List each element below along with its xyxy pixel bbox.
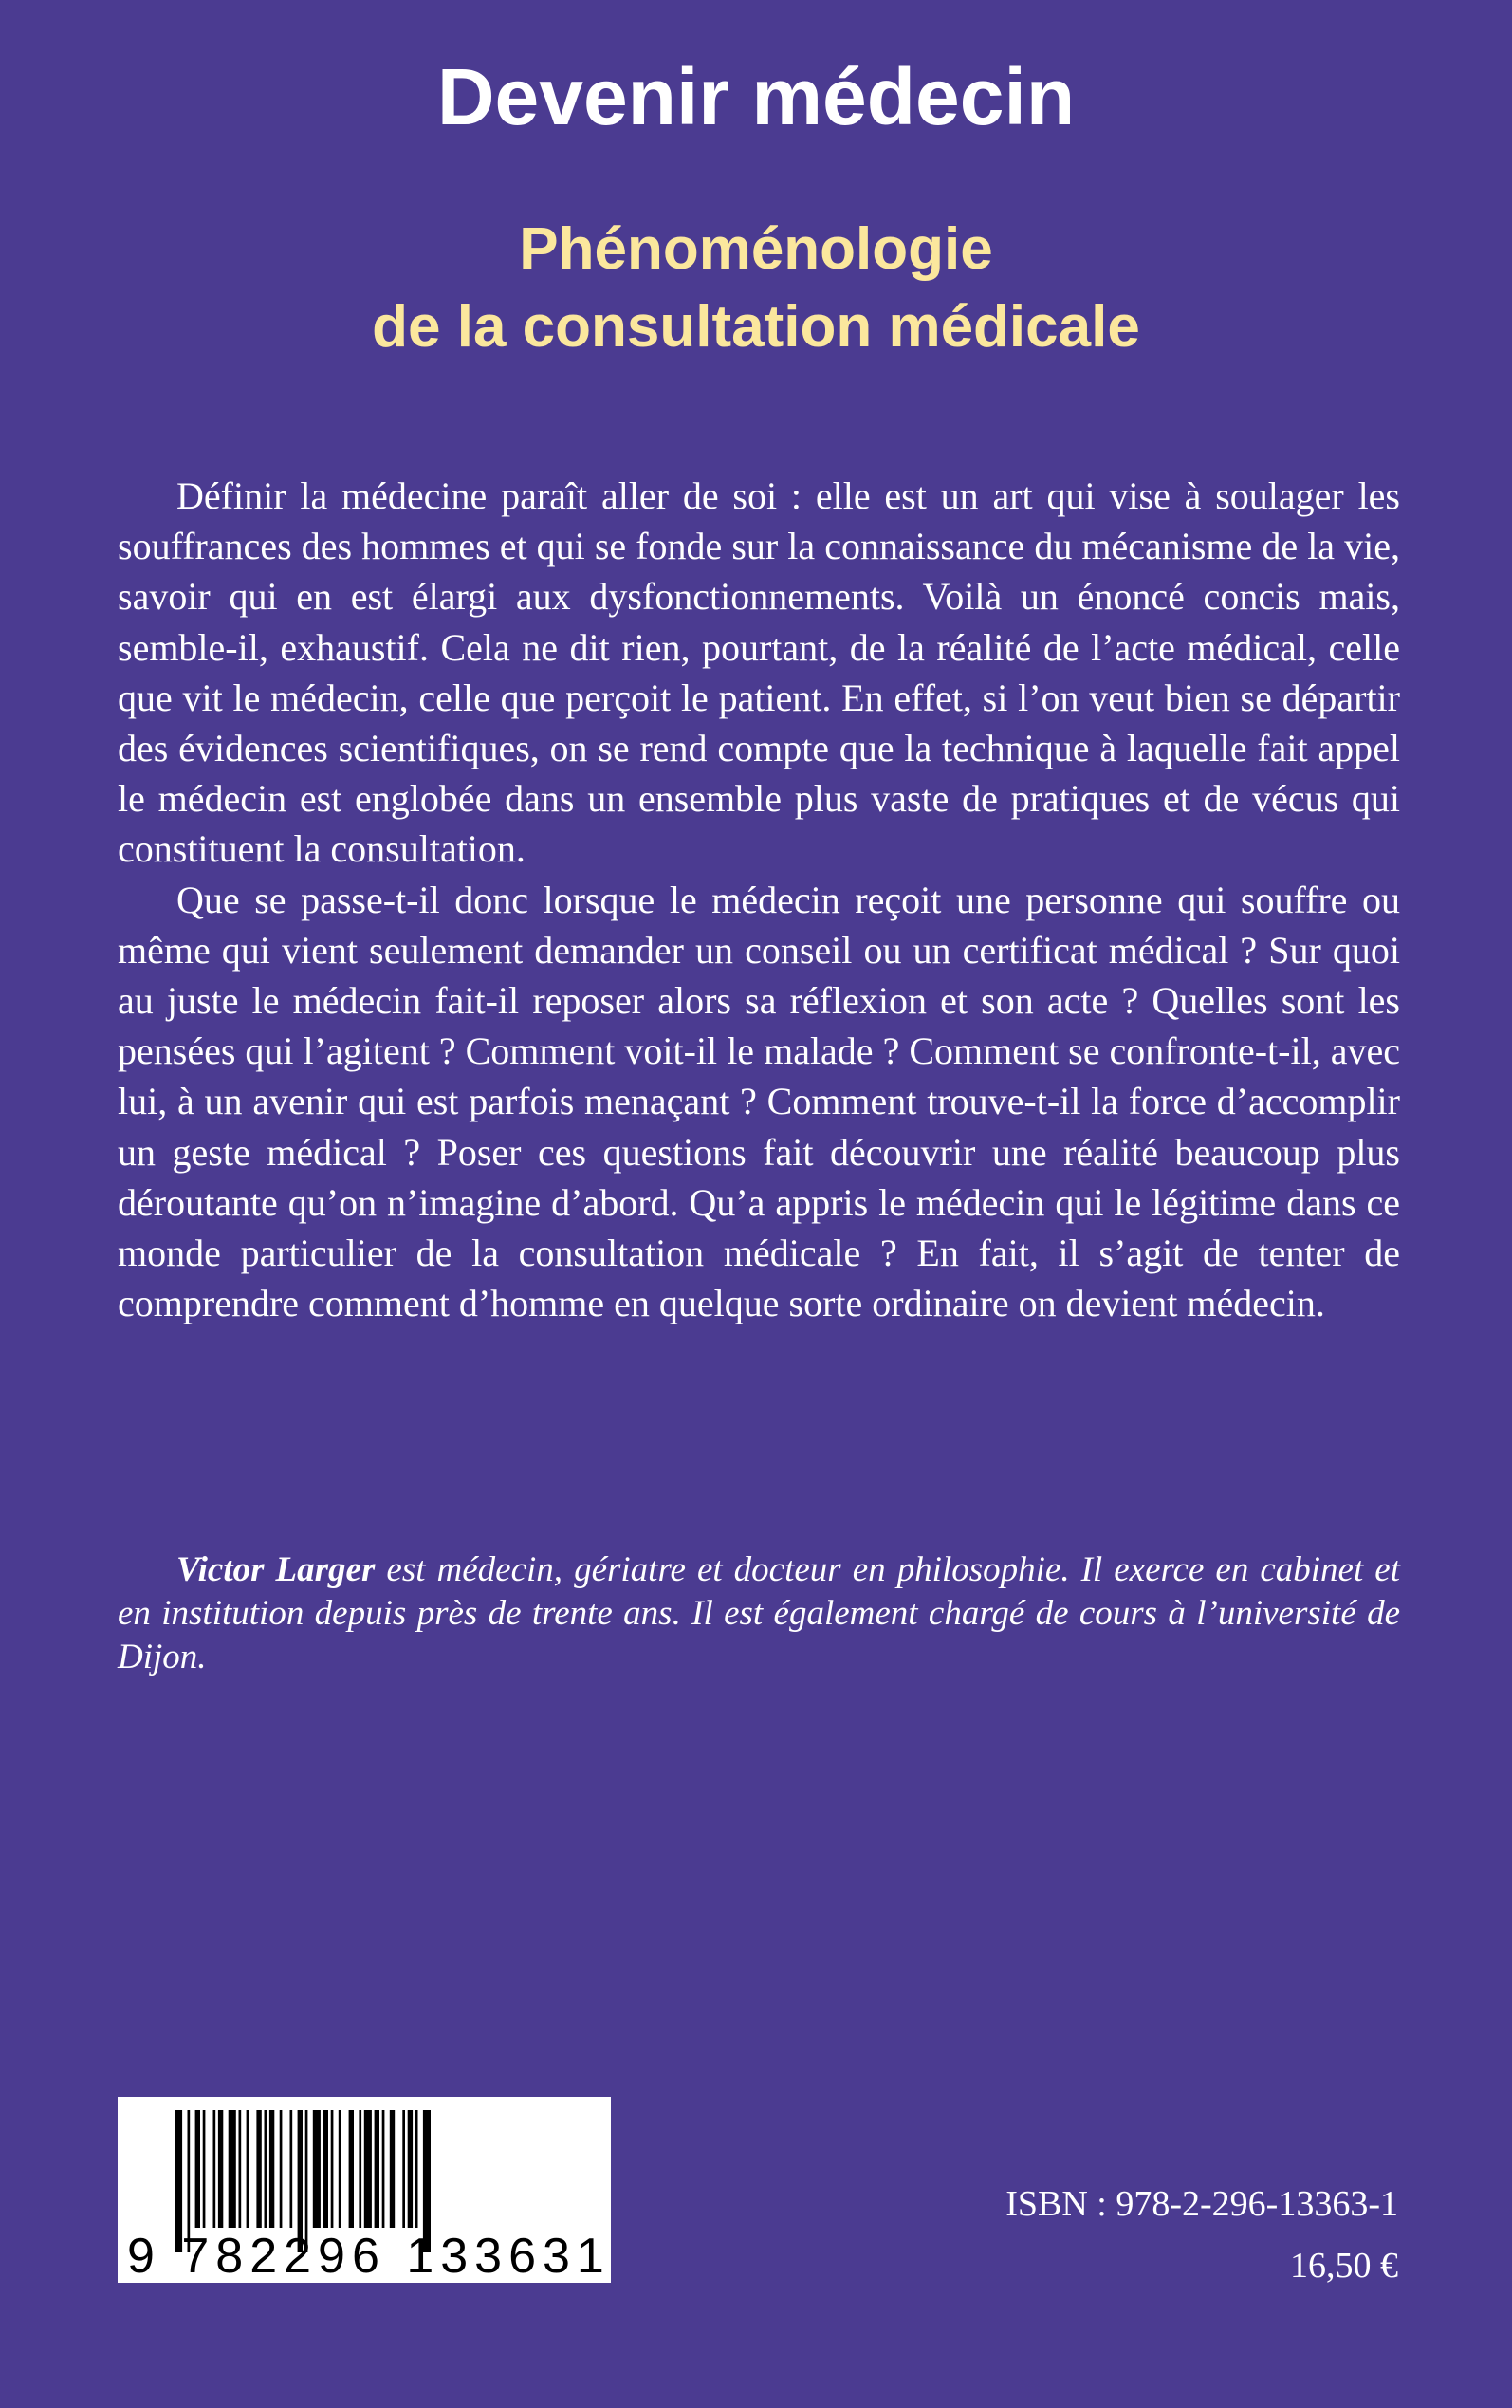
- barcode-bar: [349, 2110, 354, 2228]
- barcode-bar: [247, 2110, 249, 2228]
- barcode-bar: [382, 2110, 385, 2228]
- subtitle-line-1: Phénoménologie: [519, 216, 993, 282]
- barcode-bar: [375, 2110, 379, 2228]
- book-subtitle: [0, 211, 1512, 366]
- blurb-paragraph-2: Que se passe-t-il donc lorsque le médecin reçoit une personne qui souffre ou même qui vient seulement demander un conseil ou un certificat médical ? Sur quoi au juste le médecin fait-il reposer alors sa réflexion et son acte ? Quelles sont les pensées qui l’agitent ? Comment voit-il le malade ? Comment se confronte-t-il, avec lui, à un avenir qui est parfois menaçant ? Comment trouve-t-il la force d’accomplir un geste médical ? Poser ces questions fait découvrir une réalité beaucoup plus déroutante qu’on n’imagine d’abord. Qu’a appris le médecin qui le légitime dans ce monde particulier de la consultation médicale ? En fait, il s’agit de tenter de comprendre comment d’homme en quelque sorte ordinaire on devient médecin.: [118, 878, 1400, 1325]
- blurb-paragraph-1: Définir la médecine paraît aller de soi : elle est un art qui vise à soulager les souffrances des hommes et qui se fonde sur la connaissance du mécanisme de la vie, savoir qui en est élargi aux dysfonctionnements. Voilà un énoncé concis mais, semble-il, exhaustif. Cela ne dit rien, pourtant, de la réalité de l’acte médical, celle que vit le médecin, celle que perçoit le patient. En effet, si l’on veut bien se départir des évidences scientifiques, on se rend compte que la technique à laquelle fait appel le médecin est englobée dans un ensemble plus vaste de pratiques et de vécus qui constituent la consultation.: [118, 474, 1400, 871]
- barcode-bar: [323, 2110, 328, 2228]
- author-bio-text: est médecin, gériatre et docteur en philosophie. Il exerce en cabinet et en institution depuis près de trente ans. Il est également chargé de cours à l’université de Dijon.: [118, 1550, 1400, 1676]
- barcode-bar: [203, 2110, 206, 2228]
- barcode-bar: [229, 2110, 236, 2228]
- blurb: [118, 471, 1400, 1328]
- barcode-bar: [339, 2110, 341, 2228]
- barcode-bar: [408, 2110, 413, 2228]
- barcode-bar: [269, 2110, 274, 2228]
- book-title: Devenir médecin: [436, 52, 1076, 141]
- barcode-bar: [239, 2110, 242, 2228]
- barcode-bar: [290, 2110, 293, 2228]
- author-bio: [118, 1548, 1400, 1679]
- isbn-label: ISBN : 978-2-296-13363-1: [1005, 2184, 1398, 2224]
- barcode-bar: [195, 2110, 200, 2228]
- barcode: [118, 2097, 611, 2283]
- barcode-bar: [364, 2110, 372, 2228]
- barcode-bar: [402, 2110, 405, 2228]
- subtitle-line-2: de la consultation médicale: [372, 294, 1140, 360]
- barcode-bar: [213, 2110, 216, 2228]
- barcode-bar: [256, 2110, 261, 2228]
- barcode-bar: [265, 2110, 267, 2228]
- barcode-bar: [359, 2110, 361, 2228]
- barcode-digits: 9 782296 133631: [127, 2229, 611, 2284]
- barcode-bar: [415, 2110, 418, 2228]
- author-name: Victor Larger: [176, 1550, 376, 1589]
- barcode-bar: [331, 2110, 334, 2228]
- barcode-bar: [218, 2110, 223, 2228]
- price-label: 16,50 €: [1290, 2246, 1398, 2286]
- barcode-bar: [280, 2110, 283, 2228]
- barcode-bar: [390, 2110, 395, 2228]
- barcode-bar: [313, 2110, 321, 2228]
